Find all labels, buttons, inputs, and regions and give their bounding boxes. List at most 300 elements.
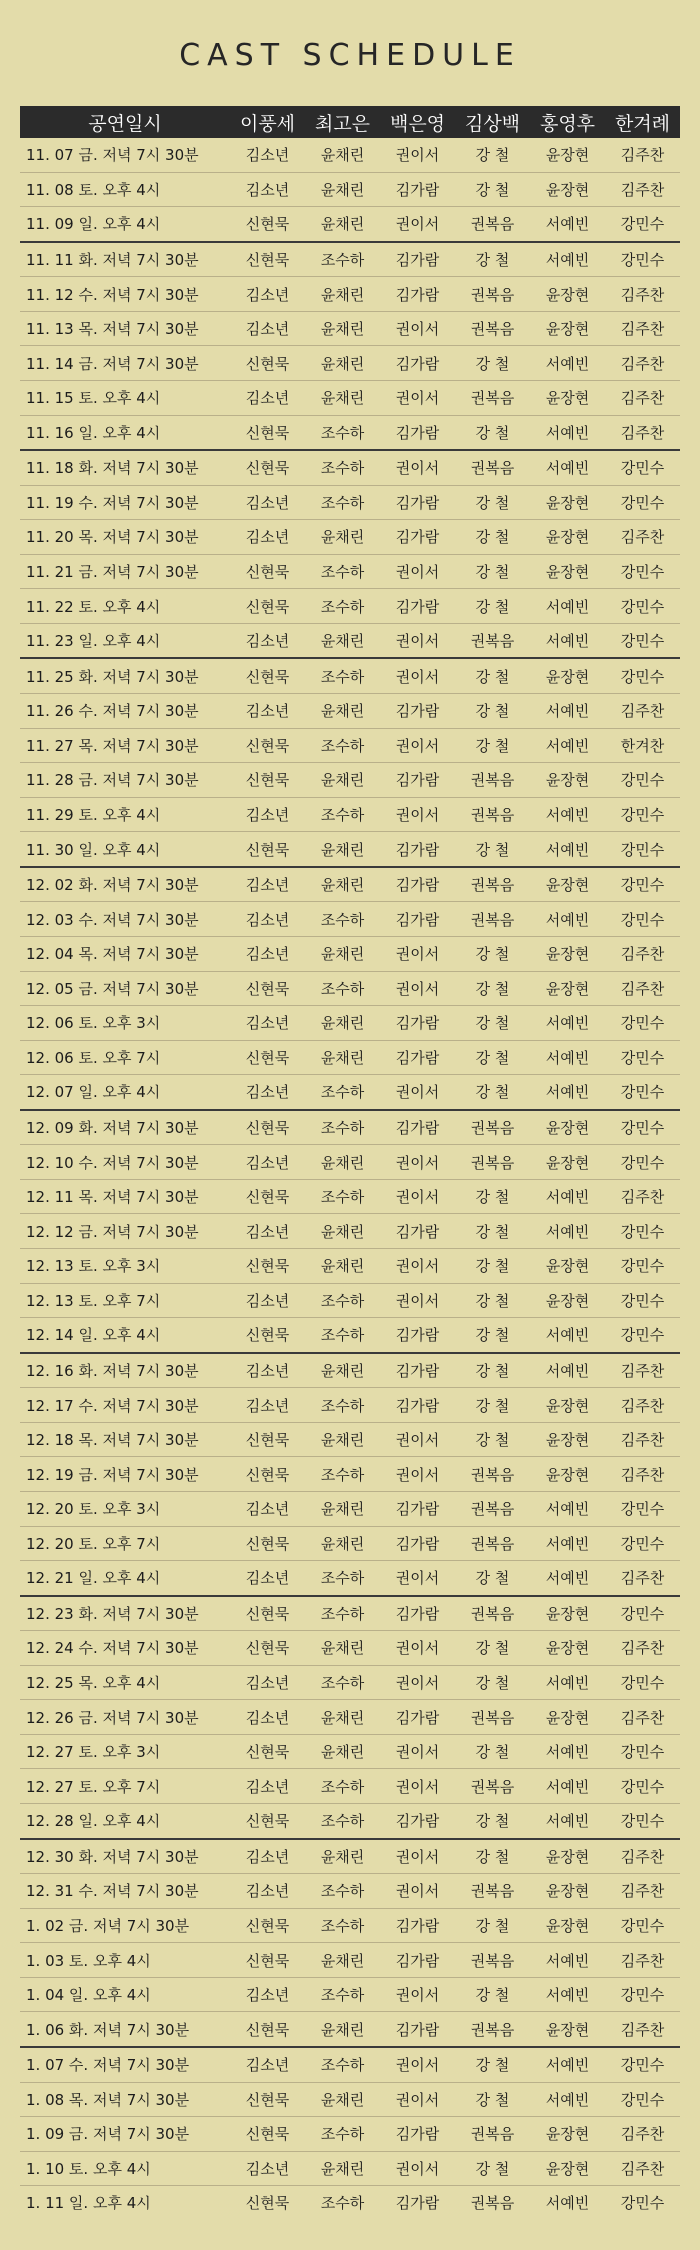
cast-cell: 권이서 [395,1777,440,1796]
cast-cell: 윤장현 [545,1431,590,1450]
cast-cell: 권이서 [395,1465,440,1484]
cast-cell: 신현묵 [245,1465,290,1484]
cast-cell: 윤채린 [320,1951,365,1970]
cast-cell: 김주찬 [620,1708,665,1727]
cast-cell: 김가람 [395,1396,440,1415]
cast-cell: 강 철 [475,1048,510,1067]
header-role-4: 김상백 [464,112,521,135]
cast-cell: 서예빈 [545,805,590,824]
cast-cell: 윤장현 [545,1604,590,1623]
cast-cell: 윤장현 [545,320,590,339]
cast-cell: 권이서 [395,979,440,998]
cast-cell: 윤장현 [545,1916,590,1935]
cast-cell: 권이서 [395,632,440,651]
cast-cell: 강 철 [475,1743,510,1762]
performance-datetime: 11. 11 화. 저녁 7시 30분 [26,250,199,269]
cast-cell: 윤장현 [545,1291,590,1310]
cast-cell: 윤채린 [320,2159,365,2178]
cast-cell: 신현묵 [245,1951,290,1970]
cast-cell: 조수하 [320,1569,365,1588]
cast-cell: 권이서 [395,945,440,964]
cast-cell: 조수하 [320,1604,365,1623]
cast-cell: 강 철 [475,1083,510,1102]
cast-cell: 김소년 [245,1500,290,1519]
cast-cell: 서예빈 [545,1777,590,1796]
table-row [20,1144,680,1179]
cast-cell: 서예빈 [545,1534,590,1553]
cast-cell: 김가람 [395,1048,440,1067]
cast-cell: 권이서 [395,2159,440,2178]
cast-cell: 김주찬 [620,702,665,721]
cast-cell: 강민수 [620,250,665,269]
cast-cell: 김주찬 [620,146,665,165]
cast-cell: 강민수 [620,876,665,895]
cast-cell: 강 철 [475,1812,510,1831]
cast-cell: 신현묵 [245,667,290,686]
table-row [20,1387,680,1422]
cast-cell: 김소년 [245,1083,290,1102]
cast-cell: 윤채린 [320,1847,365,1866]
cast-cell: 서예빈 [545,2056,590,2075]
cast-cell: 김주찬 [620,1431,665,1450]
performance-datetime: 1. 09 금. 저녁 7시 30분 [26,2125,190,2144]
cast-cell: 윤장현 [545,1847,590,1866]
cast-cell: 강민수 [620,1604,665,1623]
cast-cell: 조수하 [320,1291,365,1310]
cast-cell: 신현묵 [245,1743,290,1762]
cast-cell: 서예빈 [545,2090,590,2109]
performance-datetime: 12. 12 금. 저녁 7시 30분 [26,1222,199,1241]
cast-cell: 김소년 [245,702,290,721]
cast-cell: 김가람 [395,1916,440,1935]
cast-cell: 윤장현 [545,180,590,199]
performance-datetime: 11. 18 화. 저녁 7시 30분 [26,459,199,478]
cast-cell: 조수하 [320,1674,365,1693]
table-row [20,241,680,277]
cast-cell: 조수하 [320,423,365,442]
cast-cell: 강민수 [620,1326,665,1345]
cast-cell: 권복음 [470,2125,515,2144]
cast-cell: 권이서 [395,1986,440,2005]
cast-cell: 김주찬 [620,1951,665,1970]
performance-datetime: 11. 16 일. 오후 4시 [26,423,161,442]
table-row [20,1005,680,1040]
cast-cell: 강민수 [620,459,665,478]
performance-datetime: 11. 29 토. 오후 4시 [26,805,161,824]
table-row [20,1665,680,1700]
cast-cell: 윤장현 [545,2125,590,2144]
cast-cell: 윤채린 [320,771,365,790]
cast-cell: 김소년 [245,1153,290,1172]
performance-datetime: 11. 07 금. 저녁 7시 30분 [26,146,199,165]
cast-cell: 김주찬 [620,423,665,442]
performance-datetime: 1. 11 일. 오후 4시 [26,2194,151,2213]
cast-cell: 조수하 [320,1119,365,1138]
cast-cell: 김가람 [395,250,440,269]
cast-cell: 조수하 [320,1777,365,1796]
cast-cell: 김주찬 [620,180,665,199]
cast-cell: 김소년 [245,1986,290,2005]
cast-cell: 윤채린 [320,702,365,721]
cast-cell: 조수하 [320,1882,365,1901]
performance-datetime: 11. 15 토. 오후 4시 [26,389,161,408]
cast-cell: 권복음 [470,1534,515,1553]
cast-cell: 권이서 [395,1743,440,1762]
cast-cell: 김주찬 [620,2020,665,2039]
cast-cell: 조수하 [320,2125,365,2144]
cast-cell: 김가람 [395,597,440,616]
cast-schedule-table [20,106,680,2220]
performance-datetime: 12. 13 토. 오후 3시 [26,1257,161,1276]
cast-cell: 김가람 [395,493,440,512]
table-row [20,1630,680,1665]
cast-cell: 김소년 [245,1569,290,1588]
cast-cell: 윤채린 [320,180,365,199]
cast-cell: 신현묵 [245,459,290,478]
cast-cell: 강민수 [620,2056,665,2075]
cast-cell: 강 철 [475,1569,510,1588]
cast-cell: 권이서 [395,1639,440,1658]
cast-cell: 김가람 [395,1708,440,1727]
performance-datetime: 12. 20 토. 오후 7시 [26,1534,161,1553]
table-header [20,106,680,138]
cast-cell: 강민수 [620,1500,665,1519]
cast-cell: 김주찬 [620,528,665,547]
cast-cell: 조수하 [320,910,365,929]
table-row [20,1109,680,1145]
cast-cell: 서예빈 [545,1326,590,1345]
cast-cell: 조수하 [320,736,365,755]
cast-cell: 신현묵 [245,1812,290,1831]
cast-cell: 김소년 [245,1222,290,1241]
cast-cell: 강 철 [475,1916,510,1935]
cast-cell: 윤채린 [320,2090,365,2109]
cast-cell: 권복음 [470,1604,515,1623]
cast-cell: 윤장현 [545,1882,590,1901]
cast-cell: 김가람 [395,2194,440,2213]
performance-datetime: 12. 24 수. 저녁 7시 30분 [26,1639,199,1658]
cast-cell: 강 철 [475,563,510,582]
performance-datetime: 12. 26 금. 저녁 7시 30분 [26,1708,199,1727]
table-row [20,2011,680,2046]
cast-cell: 강민수 [620,667,665,686]
cast-cell: 조수하 [320,667,365,686]
table-row [20,519,680,554]
cast-cell: 윤장현 [545,2159,590,2178]
cast-cell: 조수하 [320,805,365,824]
cast-cell: 신현묵 [245,840,290,859]
cast-cell: 조수하 [320,1396,365,1415]
cast-cell: 권이서 [395,1882,440,1901]
table-row [20,1768,680,1803]
cast-cell: 강 철 [475,597,510,616]
cast-cell: 김가람 [395,2020,440,2039]
cast-cell: 윤채린 [320,1708,365,1727]
cast-cell: 서예빈 [545,354,590,373]
cast-cell: 윤채린 [320,1257,365,1276]
table-row [20,1040,680,1075]
cast-cell: 김주찬 [620,2159,665,2178]
cast-cell: 서예빈 [545,1569,590,1588]
cast-cell: 권이서 [395,1674,440,1693]
table-row [20,1734,680,1769]
performance-datetime: 11. 28 금. 저녁 7시 30분 [26,771,199,790]
cast-cell: 강민수 [620,1777,665,1796]
cast-cell: 권이서 [395,1083,440,1102]
cast-cell: 강민수 [620,1291,665,1310]
cast-cell: 신현묵 [245,1639,290,1658]
table-row [20,1526,680,1561]
cast-cell: 윤장현 [545,1119,590,1138]
cast-cell: 김주찬 [620,285,665,304]
cast-cell: 김소년 [245,180,290,199]
cast-cell: 김가람 [395,354,440,373]
cast-cell: 신현묵 [245,1257,290,1276]
cast-cell: 김주찬 [620,1188,665,1207]
cast-cell: 강민수 [620,1534,665,1553]
cast-cell: 권이서 [395,1569,440,1588]
page-title: CAST SCHEDULE [179,38,521,73]
cast-cell: 권복음 [470,771,515,790]
cast-cell: 강민수 [620,1153,665,1172]
cast-cell: 윤채린 [320,354,365,373]
cast-cell: 강 철 [475,1396,510,1415]
cast-cell: 권이서 [395,1431,440,1450]
cast-cell: 신현묵 [245,563,290,582]
cast-cell: 김소년 [245,632,290,651]
cast-cell: 윤장현 [545,1708,590,1727]
cast-cell: 김가람 [395,2125,440,2144]
cast-cell: 권복음 [470,876,515,895]
cast-cell: 강 철 [475,1014,510,1033]
cast-cell: 윤채린 [320,945,365,964]
cast-cell: 김가람 [395,1534,440,1553]
cast-cell: 권이서 [395,1153,440,1172]
cast-cell: 김주찬 [620,1361,665,1380]
cast-cell: 권복음 [470,910,515,929]
performance-datetime: 1. 06 화. 저녁 7시 30분 [26,2020,190,2039]
cast-cell: 신현묵 [245,1119,290,1138]
cast-cell: 강 철 [475,1222,510,1241]
header-role-1: 이풍세 [239,112,296,135]
cast-cell: 김주찬 [620,1847,665,1866]
cast-cell: 윤채린 [320,389,365,408]
cast-cell: 김소년 [245,1361,290,1380]
table-row [20,1942,680,1977]
cast-cell: 윤장현 [545,1639,590,1658]
cast-cell: 윤장현 [545,1396,590,1415]
table-row [20,1803,680,1838]
cast-cell: 김소년 [245,2056,290,2075]
cast-cell: 조수하 [320,597,365,616]
cast-cell: 권복음 [470,320,515,339]
cast-cell: 강민수 [620,771,665,790]
cast-cell: 김소년 [245,945,290,964]
cast-cell: 서예빈 [545,1222,590,1241]
cast-cell: 한겨찬 [620,736,665,755]
performance-datetime: 11. 22 토. 오후 4시 [26,597,161,616]
cast-cell: 권복음 [470,285,515,304]
table-row [20,1491,680,1526]
cast-cell: 김소년 [245,320,290,339]
cast-cell: 권이서 [395,2090,440,2109]
cast-cell: 신현묵 [245,354,290,373]
cast-cell: 김주찬 [620,389,665,408]
cast-cell: 조수하 [320,979,365,998]
cast-cell: 서예빈 [545,1500,590,1519]
cast-cell: 강민수 [620,1222,665,1241]
cast-cell: 서예빈 [545,215,590,234]
cast-cell: 윤채린 [320,1500,365,1519]
cast-cell: 권이서 [395,1847,440,1866]
table-row [20,693,680,728]
cast-cell: 윤채린 [320,840,365,859]
cast-cell: 권복음 [470,1708,515,1727]
table-row [20,1317,680,1352]
performance-datetime: 12. 02 화. 저녁 7시 30분 [26,876,199,895]
cast-cell: 강 철 [475,250,510,269]
performance-datetime: 12. 06 토. 오후 7시 [26,1048,161,1067]
performance-datetime: 11. 19 수. 저녁 7시 30분 [26,493,199,512]
cast-cell: 강민수 [620,2194,665,2213]
performance-datetime: 11. 26 수. 저녁 7시 30분 [26,702,199,721]
cast-cell: 서예빈 [545,1048,590,1067]
cast-cell: 조수하 [320,2056,365,2075]
cast-cell: 서예빈 [545,1083,590,1102]
cast-cell: 김가람 [395,1812,440,1831]
cast-cell: 강 철 [475,1326,510,1345]
cast-cell: 윤채린 [320,528,365,547]
cast-cell: 김소년 [245,805,290,824]
cast-cell: 서예빈 [545,1951,590,1970]
table-row [20,311,680,346]
cast-cell: 권복음 [470,459,515,478]
cast-cell: 김가람 [395,840,440,859]
cast-cell: 조수하 [320,250,365,269]
cast-cell: 신현묵 [245,1916,290,1935]
table-row [20,1213,680,1248]
cast-cell: 강 철 [475,1361,510,1380]
cast-cell: 윤장현 [545,876,590,895]
cast-cell: 윤장현 [545,945,590,964]
table-row [20,415,680,450]
cast-cell: 권복음 [470,1951,515,1970]
header-role-3: 백은영 [389,112,446,135]
performance-datetime: 12. 10 수. 저녁 7시 30분 [26,1153,199,1172]
table-row [20,345,680,380]
cast-cell: 김주찬 [620,1569,665,1588]
cast-cell: 서예빈 [545,1674,590,1693]
table-row [20,1838,680,1874]
cast-cell: 윤장현 [545,1153,590,1172]
cast-cell: 조수하 [320,1812,365,1831]
performance-datetime: 12. 04 목. 저녁 7시 30분 [26,945,199,964]
cast-cell: 조수하 [320,493,365,512]
cast-cell: 강 철 [475,1847,510,1866]
cast-cell: 권이서 [395,215,440,234]
table-row [20,1248,680,1283]
performance-datetime: 1. 02 금. 저녁 7시 30분 [26,1916,190,1935]
cast-cell: 김가람 [395,1500,440,1519]
table-row [20,657,680,693]
table-row [20,138,680,172]
cast-cell: 강민수 [620,1083,665,1102]
cast-cell: 권복음 [470,389,515,408]
performance-datetime: 12. 13 토. 오후 7시 [26,1291,161,1310]
table-row [20,901,680,936]
performance-datetime: 12. 06 토. 오후 3시 [26,1014,161,1033]
cast-cell: 신현묵 [245,250,290,269]
cast-cell: 강민수 [620,1916,665,1935]
performance-datetime: 12. 25 목. 오후 4시 [26,1674,161,1693]
table-row [20,1074,680,1109]
table-row [20,276,680,311]
cast-cell: 강 철 [475,1674,510,1693]
cast-cell: 윤장현 [545,493,590,512]
cast-cell: 김가람 [395,702,440,721]
cast-cell: 김소년 [245,528,290,547]
table-row [20,1456,680,1491]
cast-cell: 권복음 [470,805,515,824]
performance-datetime: 12. 09 화. 저녁 7시 30분 [26,1119,199,1138]
cast-cell: 강민수 [620,1119,665,1138]
table-row [20,206,680,241]
performance-datetime: 12. 16 화. 저녁 7시 30분 [26,1361,199,1380]
cast-cell: 강민수 [620,1743,665,1762]
cast-cell: 김소년 [245,1674,290,1693]
cast-cell: 권이서 [395,563,440,582]
cast-cell: 서예빈 [545,840,590,859]
table-row [20,380,680,415]
performance-datetime: 12. 11 목. 저녁 7시 30분 [26,1188,199,1207]
performance-datetime: 1. 10 토. 오후 4시 [26,2159,151,2178]
performance-datetime: 11. 21 금. 저녁 7시 30분 [26,563,199,582]
performance-datetime: 1. 03 토. 오후 4시 [26,1951,151,1970]
cast-cell: 강 철 [475,493,510,512]
cast-cell: 권복음 [470,1777,515,1796]
cast-cell: 강 철 [475,1431,510,1450]
cast-cell: 김가람 [395,180,440,199]
cast-cell: 강민수 [620,910,665,929]
header-role-6: 한겨례 [614,112,671,135]
cast-cell: 김소년 [245,1882,290,1901]
cast-cell: 김가람 [395,528,440,547]
table-row [20,866,680,902]
cast-cell: 윤채린 [320,146,365,165]
table-row [20,1699,680,1734]
performance-datetime: 12. 18 목. 저녁 7시 30분 [26,1431,199,1450]
cast-cell: 강민수 [620,1812,665,1831]
cast-cell: 권이서 [395,146,440,165]
table-row [20,1873,680,1908]
cast-cell: 서예빈 [545,459,590,478]
cast-cell: 조수하 [320,1083,365,1102]
cast-cell: 권이서 [395,1188,440,1207]
cast-cell: 강 철 [475,2090,510,2109]
cast-cell: 강 철 [475,840,510,859]
cast-cell: 신현묵 [245,597,290,616]
cast-cell: 김주찬 [620,2125,665,2144]
performance-datetime: 11. 08 토. 오후 4시 [26,180,161,199]
performance-datetime: 12. 05 금. 저녁 7시 30분 [26,979,199,998]
cast-cell: 권이서 [395,667,440,686]
cast-cell: 강 철 [475,979,510,998]
cast-cell: 윤채린 [320,1014,365,1033]
cast-cell: 강 철 [475,528,510,547]
cast-cell: 조수하 [320,1916,365,1935]
cast-cell: 윤채린 [320,1639,365,1658]
cast-cell: 권복음 [470,1882,515,1901]
